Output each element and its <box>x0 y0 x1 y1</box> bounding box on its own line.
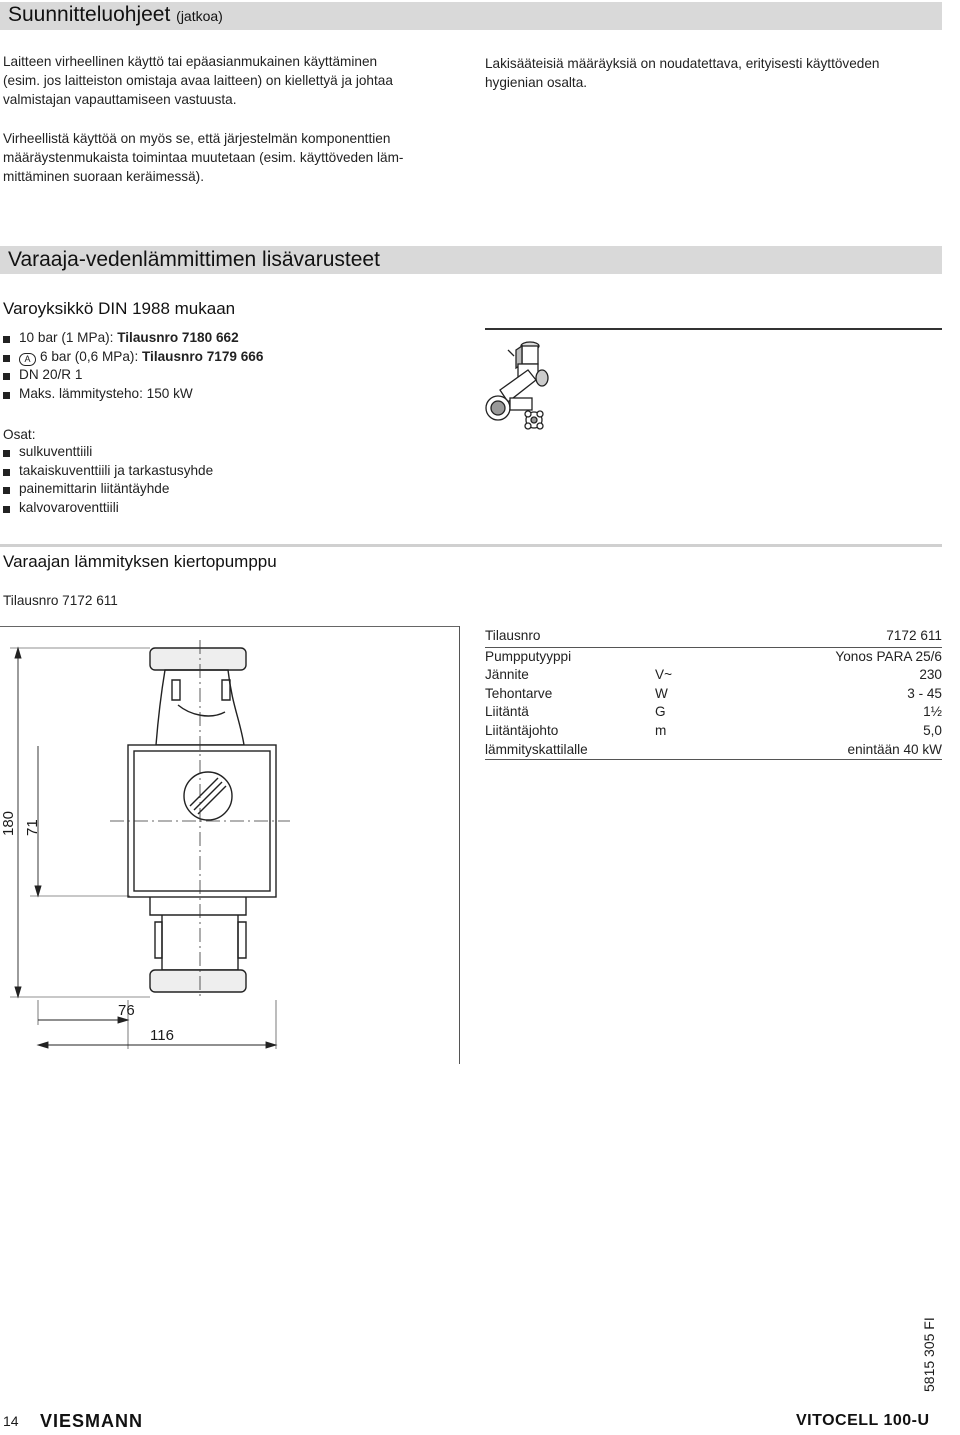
product-name: VITOCELL 100-U <box>796 1412 930 1429</box>
page-title-sub: (jatkoa) <box>176 8 223 24</box>
safety-unit-heading: Varoyksikkö DIN 1988 mukaan <box>3 299 236 318</box>
dim-height-total: 180 <box>0 810 17 836</box>
bullet-item: A 6 bar (0,6 MPa): Tilausnro 7179 666 <box>3 348 263 367</box>
dim-width-inner: 76 <box>118 1002 135 1019</box>
marker-a: A <box>19 353 36 366</box>
table-row: Tehontarve W 3 - 45 <box>485 685 942 701</box>
page-number: 14 <box>3 1413 19 1429</box>
table-row: Jännite V~ 230 <box>485 667 942 683</box>
pump-dimension-drawing <box>0 630 460 1064</box>
pump-spec-table <box>485 627 942 760</box>
bullet-item: 10 bar (1 MPa): Tilausnro 7180 662 <box>3 329 263 348</box>
dim-width-total: 116 <box>150 1027 174 1044</box>
intro-paragraph-2: Virheellistä käyttöä on myös se, että järjestelmän komponenttien määräystenmukaista toimintaa muutetaan (esim. käyttöveden läm- mittäminen suoraan keräimessä). <box>3 131 404 184</box>
table-row: Liitäntäjohto m 5,0 <box>485 722 942 738</box>
document-number: 5815 305 FI <box>921 1317 937 1392</box>
bullet-item: Maks. lämmitysteho: 150 kW <box>3 385 263 404</box>
safety-valve-illustration <box>478 336 558 436</box>
parts-label: Osat: <box>3 427 36 442</box>
table-row: Liitäntä G 1½ <box>485 704 942 720</box>
intro-paragraph-1: Laitteen virheellinen käyttö tai epäasianmukainen käyttäminen (esim. jos laitteiston omistaja avaa laitteen) on kiellettyä ja johtaa valmistajan vapauttamiseen vastuusta. <box>3 54 393 107</box>
table-row: Tilausnro 7172 611 <box>485 627 942 647</box>
section-title: Varaaja-vedenlämmittimen lisävarusteet <box>8 248 380 271</box>
pump-heading: Varaajan lämmityksen kiertopumppu <box>3 552 277 571</box>
table-row: Pumpputyyppi Yonos PARA 25/6 <box>485 648 942 664</box>
pump-section-divider <box>0 544 942 547</box>
pump-order-number: Tilausnro 7172 611 <box>3 593 118 608</box>
bullet-item: DN 20/R 1 <box>3 366 263 385</box>
part-item: painemittarin liitäntäyhde <box>3 480 213 499</box>
drawing-top-rule <box>0 626 460 627</box>
brand-logo: VIESMANN <box>40 1411 144 1431</box>
intro-paragraph-3: Lakisääteisiä määräyksiä on noudatettava, erityisesti käyttöveden hygienian osalta. <box>485 56 880 90</box>
part-item: sulkuventtiili <box>3 443 213 462</box>
safety-unit-bullets <box>3 329 263 404</box>
parts-list <box>3 443 213 518</box>
page-title <box>8 3 223 28</box>
divider-right <box>485 328 942 330</box>
part-item: kalvovaroventtiili <box>3 499 213 518</box>
page-title-text: Suunnitteluohjeet <box>8 3 171 26</box>
dim-height-center: 71 <box>24 819 41 836</box>
part-item: takaiskuventtiili ja tarkastusyhde <box>3 462 213 481</box>
table-row: lämmityskattilalle enintään 40 kW <box>485 741 942 760</box>
